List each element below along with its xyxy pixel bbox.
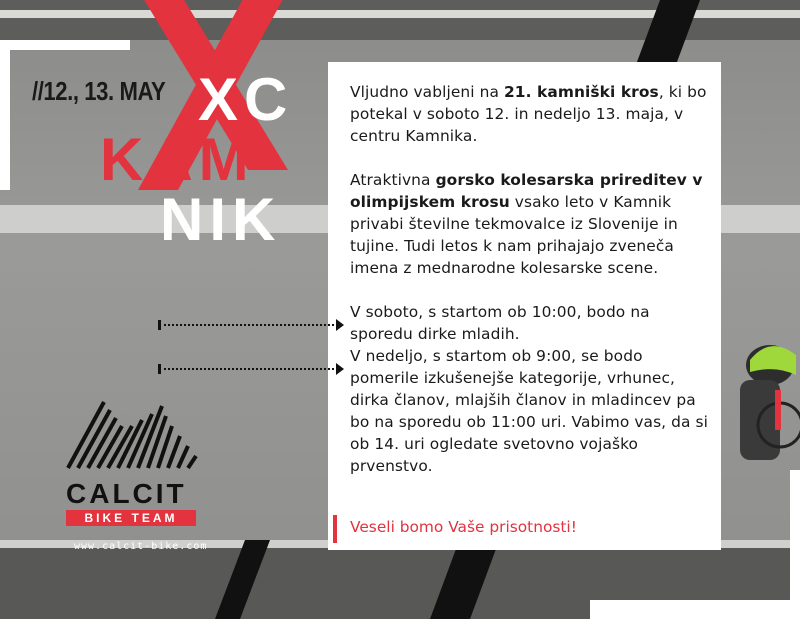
closing-accent-bar: [333, 515, 337, 543]
frame-corner-bottom-right-h: [590, 600, 800, 619]
frame-corner-bottom-right: [790, 470, 800, 619]
paragraph-intro: Vljudno vabljeni na 21. kamniški kros, ki bo potekal v soboto 12. in nedeljo 13. maja, v centru Kamnika.: [350, 83, 707, 145]
event-date: //12., 13. MAY: [32, 76, 166, 106]
closing-text: Veseli bomo Vaše prisotnosti!: [350, 518, 577, 536]
sponsor-team-badge: [66, 510, 196, 526]
title-line-kam: KAM: [100, 126, 255, 193]
title-line-xc: XC: [198, 66, 294, 133]
sponsor-url[interactable]: www.calcit-bike.com: [74, 541, 208, 552]
info-card-text: [350, 81, 710, 477]
mountain-stripes-icon: [66, 396, 198, 470]
frame-corner-top-left-h: [0, 40, 130, 50]
arrow-sunday: [158, 364, 348, 374]
sponsor-name: CALCIT: [66, 478, 187, 509]
title-line-nik: NIK: [160, 186, 282, 253]
paragraph-saturday: V soboto, s startom ob 10:00, bodo na sporedu dirke mladih.: [350, 303, 650, 343]
sponsor-team-label: BIKE TEAM: [84, 511, 178, 525]
arrow-saturday: [158, 320, 348, 330]
frame-corner-top-left: [0, 40, 10, 190]
diagonal-stripe-small: [215, 540, 270, 619]
paragraph-sunday: V nedeljo, s startom ob 9:00, se bodo pomerile izkušenejše kategorije, vrhunec, dirka članov, mlajših članov in mladincev pa bo na sporedu ob 11:00 uri. Vabimo vas, da si ob 14. uri ogledate svetovno vojaško prvenstvo.: [350, 347, 709, 475]
paragraph-description: Atraktivna gorsko kolesarska prireditev v olimpijskem krosu vsako leto v Kamnik privabi številne tekmovalce iz Slovenije in tujine. Tudi letos k nam prihajajo zveneča imena z mednarodne kolesarske scene.: [350, 171, 703, 277]
event-title: [100, 66, 294, 253]
cyclist-photo: [720, 320, 800, 480]
